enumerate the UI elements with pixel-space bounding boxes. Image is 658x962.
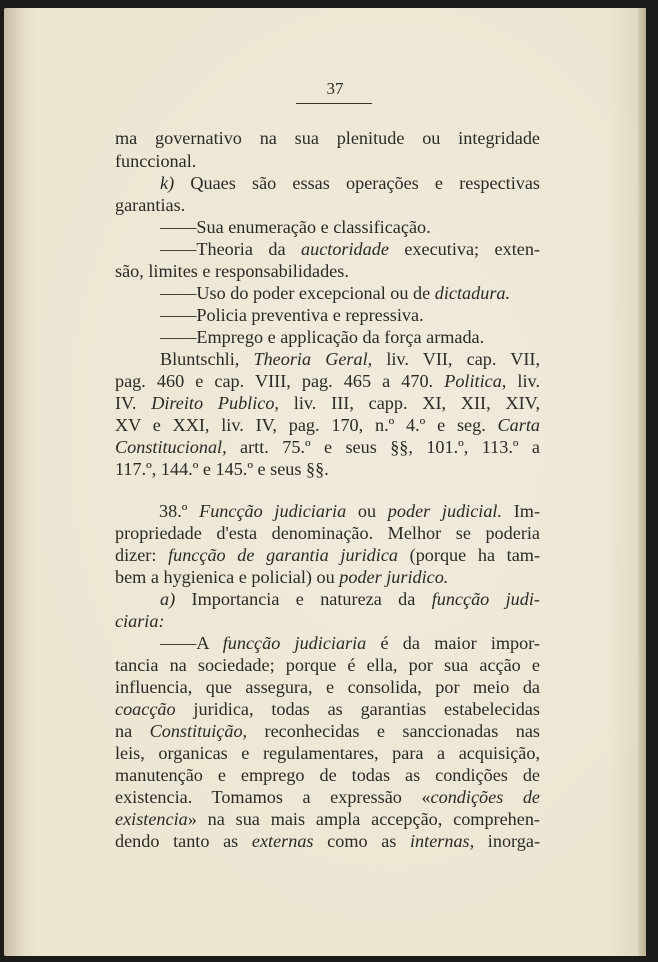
text-span: (porque ha tam- bbox=[398, 545, 541, 565]
text-span: liv. bbox=[506, 371, 540, 391]
gutter-shadow bbox=[4, 8, 26, 956]
text-span: ——Sua enumeração e classificação. bbox=[160, 217, 431, 237]
italic-text-span: Funcção judiciaria bbox=[199, 501, 347, 521]
text-line bbox=[115, 238, 540, 260]
italic-text-span: externas bbox=[251, 831, 314, 851]
text-span: ——Theoria da bbox=[160, 239, 301, 259]
text-line bbox=[115, 172, 540, 194]
text-span: na bbox=[115, 721, 150, 741]
text-span: liv. III, capp. XI, XII, XIV, bbox=[278, 393, 540, 413]
text-line bbox=[115, 588, 540, 610]
text-line bbox=[115, 348, 540, 370]
italic-text-span: Carta bbox=[497, 415, 540, 435]
italic-text-span: Constituição, bbox=[149, 721, 248, 741]
text-span: artt. 75.º e seus §§, 101.º, 113.º a bbox=[226, 437, 540, 457]
text-span: Bluntschli, bbox=[160, 349, 254, 369]
text-line bbox=[115, 458, 329, 480]
text-span: existencia. Tomamos a expressão « bbox=[115, 787, 431, 807]
text-line bbox=[115, 786, 540, 808]
text-line bbox=[115, 194, 185, 216]
text-line bbox=[115, 676, 540, 698]
text-line bbox=[115, 304, 424, 326]
text-span: dizer: bbox=[115, 545, 169, 565]
text-span: » na sua mais ampla accepção, comprehen- bbox=[187, 809, 540, 829]
text-span: IV. bbox=[115, 393, 152, 413]
text-line bbox=[115, 544, 540, 566]
text-span: influencia, que assegura, e consolida, por meio da bbox=[115, 677, 540, 697]
text-line bbox=[115, 500, 540, 522]
text-span: 38.º bbox=[159, 501, 200, 521]
text-span: juridica, todas as garantias estabelecidas bbox=[175, 699, 540, 719]
text-span: executiva; exten- bbox=[388, 239, 540, 259]
text-line bbox=[115, 654, 540, 676]
text-line bbox=[115, 632, 540, 654]
text-line bbox=[115, 414, 540, 436]
page-number: 37 bbox=[326, 79, 344, 98]
text-line bbox=[115, 282, 510, 304]
italic-text-span: auctoridade bbox=[301, 239, 389, 259]
italic-text-span: coacção bbox=[115, 699, 176, 719]
text-span: são, limites e responsabilidades. bbox=[115, 261, 349, 281]
italic-text-span: Theoria Geral, bbox=[253, 349, 373, 369]
text-span: leis, organicas e regulamentares, para a acquisição, bbox=[115, 743, 540, 763]
text-span: manutenção e emprego de todas as condições de bbox=[115, 765, 540, 785]
text-span: Importancia e natureza da bbox=[175, 589, 432, 609]
text-line bbox=[115, 764, 540, 786]
text-span: Im- bbox=[502, 501, 541, 521]
text-line bbox=[115, 698, 540, 720]
text-span: 117.º, 144.º e 145.º e seus §§. bbox=[115, 459, 329, 479]
text-span: é da maior impor- bbox=[366, 633, 540, 653]
text-line bbox=[115, 610, 165, 632]
text-span: bem a hygienica e policial) ou bbox=[115, 567, 340, 587]
text-span: liv. VII, cap. VII, bbox=[372, 349, 541, 369]
text-span: reconhecidas e sanccionadas nas bbox=[247, 721, 540, 741]
text-line bbox=[115, 127, 540, 149]
text-line bbox=[115, 150, 196, 172]
text-span: ——A bbox=[160, 633, 223, 653]
text-span: funccional. bbox=[115, 151, 197, 171]
header-rule bbox=[296, 103, 372, 104]
italic-text-span: Politica, bbox=[444, 371, 507, 391]
text-span: ——Policia preventiva e repressiva. bbox=[160, 305, 424, 325]
italic-text-span: existencia bbox=[115, 809, 188, 829]
italic-text-span: funcção judiciaria bbox=[222, 633, 367, 653]
italic-text-span: ciaria: bbox=[115, 611, 165, 631]
page-edge bbox=[638, 8, 646, 956]
italic-text-span: a) bbox=[160, 589, 176, 609]
text-span: pag. 460 e cap. VIII, pag. 465 a 470. bbox=[115, 371, 445, 391]
italic-text-span: dictadura. bbox=[434, 283, 511, 303]
text-line bbox=[115, 742, 540, 764]
text-span: Quaes são essas operações e respectivas bbox=[174, 173, 540, 193]
text-line bbox=[115, 436, 540, 458]
text-line bbox=[115, 326, 484, 348]
text-span: ——Emprego e applicação da força armada. bbox=[160, 327, 485, 347]
text-line bbox=[115, 830, 540, 852]
text-span: ——Uso do poder excepcional ou de bbox=[160, 283, 435, 303]
text-line bbox=[115, 720, 540, 742]
italic-text-span: funcção judi- bbox=[431, 589, 540, 609]
text-line bbox=[115, 370, 540, 392]
italic-text-span: condições de bbox=[430, 787, 541, 807]
italic-text-span: Direito Publico, bbox=[151, 393, 279, 413]
text-line bbox=[115, 392, 540, 414]
italic-text-span: poder judicial. bbox=[387, 501, 503, 521]
italic-text-span: funcção de garantia juridica bbox=[168, 545, 398, 565]
text-span: tancia na sociedade; porque é ella, por sua acção e bbox=[115, 655, 540, 675]
italic-text-span: poder juridico. bbox=[339, 567, 449, 587]
text-line bbox=[115, 260, 349, 282]
text-span: dendo tanto as bbox=[115, 831, 252, 851]
text-span: ma governativo na sua plenitude ou integridade bbox=[115, 128, 540, 148]
text-span: ou bbox=[346, 501, 388, 521]
text-line bbox=[115, 522, 540, 544]
text-span: garantias. bbox=[115, 195, 186, 215]
text-span: inorga- bbox=[474, 831, 541, 851]
italic-text-span: Constitucional, bbox=[115, 437, 227, 457]
text-line bbox=[115, 808, 540, 830]
text-span: XV e XXI, liv. IV, pag. 170, n.º 4.º e seg. bbox=[115, 415, 498, 435]
italic-text-span: k) bbox=[160, 173, 175, 193]
text-line bbox=[115, 566, 448, 588]
italic-text-span: internas, bbox=[410, 831, 475, 851]
text-line bbox=[115, 216, 431, 238]
text-span: propriedade d'esta denominação. Melhor se poderia bbox=[115, 523, 540, 543]
text-span: como as bbox=[313, 831, 410, 851]
